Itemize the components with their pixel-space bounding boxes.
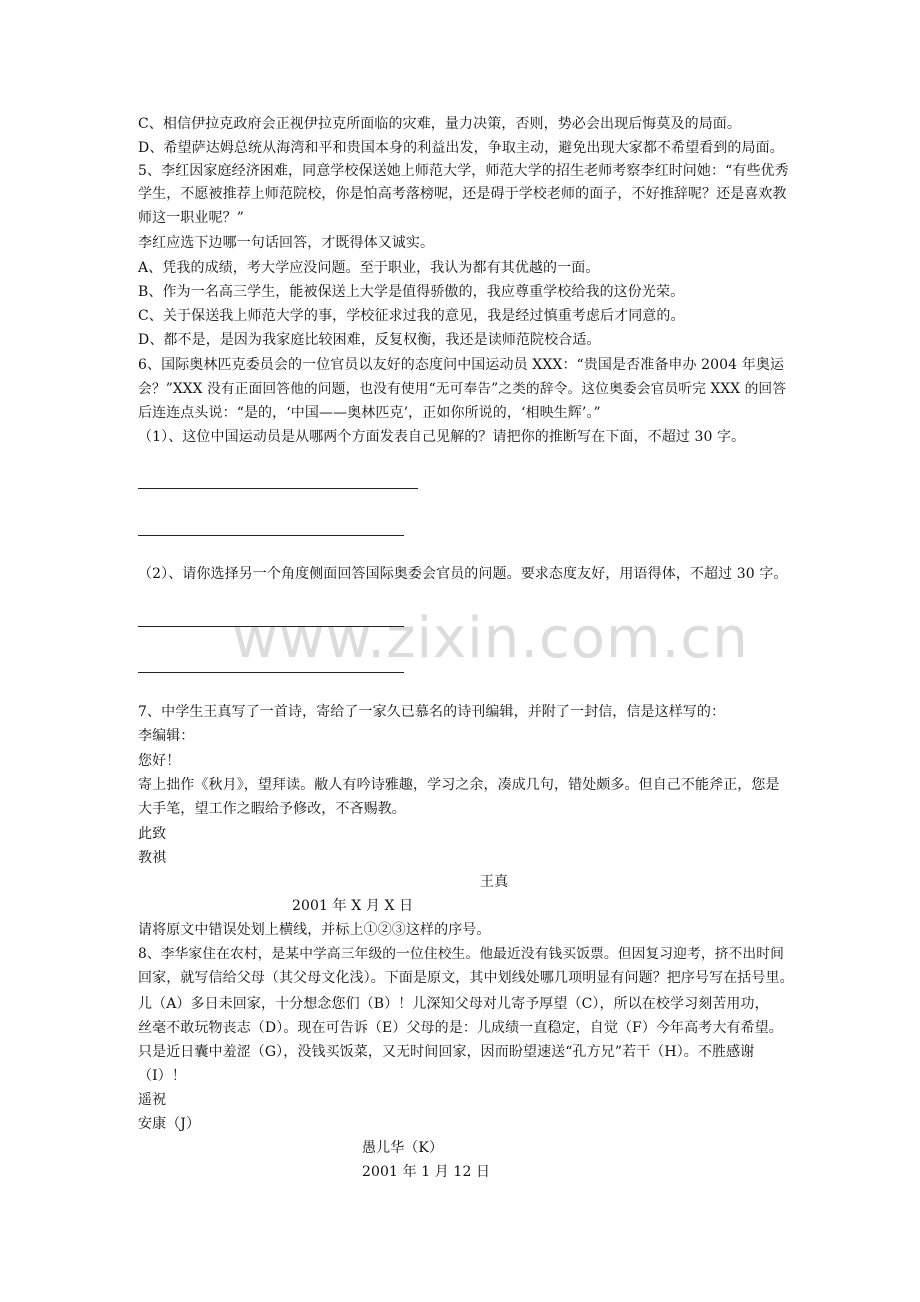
answer-blank-line <box>138 535 404 536</box>
text-line: 6、国际奥林匹克委员会的一位官员以友好的态度问中国运动员 XXX：“贵国是否准备申办 2004 年奥运 <box>138 357 785 373</box>
text-line: 请将原文中错误处划上横线，并标上①②③这样的序号。 <box>138 922 491 938</box>
text-line: 学生，不愿被推荐上师范院校，你是怕高考落榜呢，还是碍于学校老师的面子，不好推辞呢？还是喜欢教 <box>138 186 787 202</box>
answer-blank-line <box>138 626 404 627</box>
text-line: 丝毫不敢玩物丧志（D）。现在可告诉（E）父母的是：儿成绩一直稳定，自觉（F）今年高考大有希望。 <box>138 1020 783 1036</box>
text-line: 师这一职业呢？” <box>138 210 244 226</box>
text-line: 5、李红因家庭经济困难，同意学校保送她上师范大学，师范大学的招生老师考察李红时问她：“有些优秀 <box>138 163 789 179</box>
text-line: 寄上拙作《秋月》，望拜读。敝人有吟诗雅趣，学习之余，凑成几句，错处颇多。但自己不能斧正，您是 <box>138 777 780 793</box>
signature-date: 2001 年 1 月 12 日 <box>362 1164 491 1180</box>
signature-name: 愚儿华（K） <box>362 1140 444 1156</box>
text-line: 您好！ <box>138 753 181 769</box>
answer-blank-line <box>138 672 404 673</box>
text-line: 儿（A）多日未回家，十分想念您们（B）！儿深知父母对儿寄予厚望（C），所以在校学习刻苦用功， <box>138 996 769 1012</box>
text-line: D、希望萨达姆总统从海湾和平和贵国本身的利益出发，争取主动，避免出现大家都不希望看到的局面。 <box>138 140 784 156</box>
text-line: 回家，就写信给父母（其父母文化浅）。下面是原文，其中划线处哪几项明显有问题？把序号写在括号里。 <box>138 970 794 986</box>
text-line: C、关于保送我上师范大学的事，学校征求过我的意见，我是经过慎重考虑后才同意的。 <box>138 308 685 324</box>
watermark: www.zixin.com.cn <box>232 606 749 671</box>
signature-date: 2001 年 X 月 X 日 <box>292 898 414 914</box>
text-line: 安康（J） <box>138 1116 201 1132</box>
text-line: 后连连点头说：“是的，‘中国——奥林匹克’，正如你所说的，‘相映生辉’。” <box>138 405 601 421</box>
signature-name: 王真 <box>480 874 509 890</box>
text-line: （1）、这位中国运动员是从哪两个方面发表自己见解的？请把你的推断写在下面，不超过 30 字。 <box>138 429 746 445</box>
text-line: 大手笔，望工作之暇给予修改，不吝赐教。 <box>138 801 406 817</box>
text-line: 只是近日囊中羞涩（G），没钱买饭菜，又无时间回家，因而盼望速送“孔方兄”若干（H）。不胜感谢 <box>138 1044 755 1060</box>
text-line: 8、李华家住在农村，是某中学高三年级的一位住校生。他最近没有钱买饭票。但因复习迎考，挤不出时间 <box>138 946 784 962</box>
text-line: （I）！ <box>138 1068 186 1084</box>
text-line: （2）、请你选择另一个角度侧面回答国际奥委会官员的问题。要求态度友好，用语得体，不超过 30 字。 <box>138 566 788 582</box>
text-line: 教祺 <box>138 850 167 866</box>
text-line: 7、中学生王真写了一首诗，寄给了一家久已慕名的诗刊编辑，并附了一封信，信是这样写的： <box>138 704 726 720</box>
text-line: 会？”XXX 没有正面回答他的问题，也没有使用“无可奉告”之类的辞令。这位奥委会官员听完 XXX 的回答 <box>138 381 787 397</box>
text-line: B、作为一名高三学生，能被保送上大学是值得骄傲的，我应尊重学校给我的这份光荣。 <box>138 284 685 300</box>
text-line: D、都不是，是因为我家庭比较困难，反复权衡，我还是读师范院校合适。 <box>138 332 601 348</box>
text-line: C、相信伊拉克政府会正视伊拉克所面临的灾难，量力决策，否则，势必会出现后悔莫及的局面。 <box>138 116 742 132</box>
text-line: A、凭我的成绩，考大学应没问题。至于职业，我认为都有其优越的一面。 <box>138 260 600 276</box>
answer-blank-line <box>138 488 418 489</box>
text-line: 此致 <box>138 826 167 842</box>
text-line: 李编辑： <box>138 728 195 744</box>
text-line: 李红应选下边哪一句话回答，才既得体又诚实。 <box>138 235 435 251</box>
text-line: 遥祝 <box>138 1092 167 1108</box>
